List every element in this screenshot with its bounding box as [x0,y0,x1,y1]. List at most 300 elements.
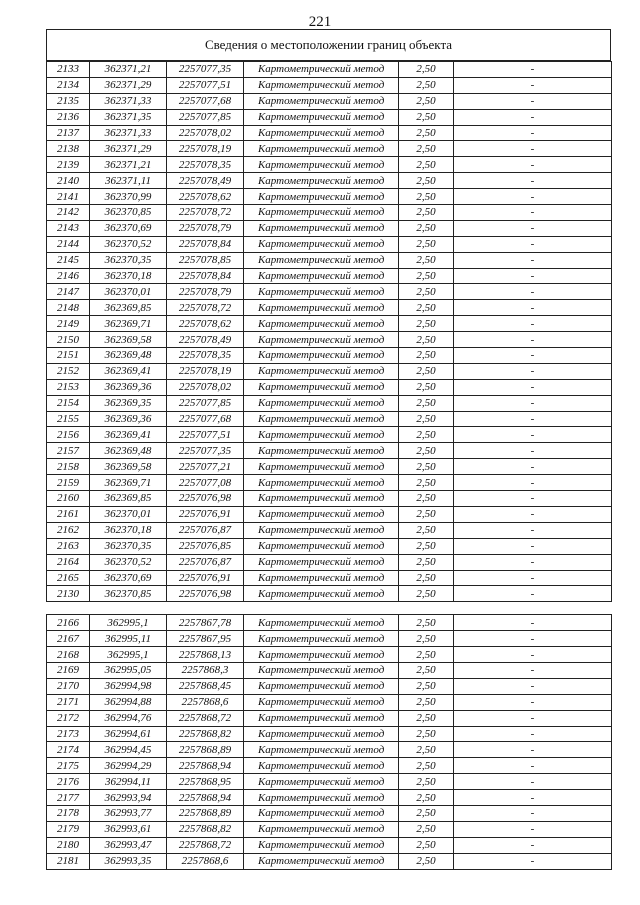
y-coordinate-cell: 2257078,72 [167,300,244,316]
table-row [47,694,612,710]
table-row [47,631,612,647]
precision-cell: 2,50 [399,678,454,694]
point-number-cell: 2157 [47,443,90,459]
note-cell: - [454,678,612,694]
table-row [47,363,612,379]
table-row [47,491,612,507]
note-cell: - [454,694,612,710]
table-row [47,205,612,221]
table-row [47,427,612,443]
y-coordinate-cell: 2257076,98 [167,491,244,507]
method-cell: Картометрический метод [244,443,399,459]
table-row [47,173,612,189]
y-coordinate-cell: 2257868,13 [167,647,244,663]
table-row [47,379,612,395]
point-number-cell: 2136 [47,109,90,125]
precision-cell: 2,50 [399,252,454,268]
point-number-cell: 2153 [47,379,90,395]
table-row [47,395,612,411]
method-cell: Картометрический метод [244,491,399,507]
precision-cell: 2,50 [399,506,454,522]
y-coordinate-cell: 2257078,19 [167,363,244,379]
note-cell: - [454,300,612,316]
point-number-cell: 2149 [47,316,90,332]
method-cell: Картометрический метод [244,236,399,252]
y-coordinate-cell: 2257868,82 [167,726,244,742]
precision-cell: 2,50 [399,205,454,221]
table-title: Сведения о местоположении границ объекта [46,29,611,61]
precision-cell: 2,50 [399,726,454,742]
y-coordinate-cell: 2257078,19 [167,141,244,157]
x-coordinate-cell: 362369,41 [90,427,167,443]
method-cell: Картометрический метод [244,742,399,758]
y-coordinate-cell: 2257078,84 [167,236,244,252]
y-coordinate-cell: 2257076,87 [167,522,244,538]
x-coordinate-cell: 362370,18 [90,268,167,284]
precision-cell: 2,50 [399,443,454,459]
x-coordinate-cell: 362371,11 [90,173,167,189]
precision-cell: 2,50 [399,363,454,379]
point-number-cell: 2169 [47,662,90,678]
point-number-cell: 2163 [47,538,90,554]
precision-cell: 2,50 [399,300,454,316]
x-coordinate-cell: 362371,33 [90,93,167,109]
precision-cell: 2,50 [399,411,454,427]
point-number-cell: 2152 [47,363,90,379]
point-number-cell: 2154 [47,395,90,411]
table-row [47,710,612,726]
note-cell: - [454,631,612,647]
note-cell: - [454,570,612,586]
x-coordinate-cell: 362369,58 [90,332,167,348]
x-coordinate-cell: 362370,18 [90,522,167,538]
x-coordinate-cell: 362370,01 [90,284,167,300]
point-number-cell: 2145 [47,252,90,268]
precision-cell: 2,50 [399,694,454,710]
method-cell: Картометрический метод [244,631,399,647]
precision-cell: 2,50 [399,284,454,300]
table-row [47,300,612,316]
precision-cell: 2,50 [399,710,454,726]
note-cell: - [454,506,612,522]
method-cell: Картометрический метод [244,710,399,726]
precision-cell: 2,50 [399,615,454,631]
precision-cell: 2,50 [399,790,454,806]
point-number-cell: 2176 [47,774,90,790]
point-number-cell: 2160 [47,491,90,507]
note-cell: - [454,236,612,252]
x-coordinate-cell: 362369,85 [90,300,167,316]
table-row [47,252,612,268]
table-row [47,332,612,348]
y-coordinate-cell: 2257868,94 [167,790,244,806]
block-separator-cell [47,602,612,615]
point-number-cell: 2148 [47,300,90,316]
method-cell: Картометрический метод [244,395,399,411]
y-coordinate-cell: 2257868,89 [167,805,244,821]
table-row [47,662,612,678]
point-number-cell: 2162 [47,522,90,538]
precision-cell: 2,50 [399,475,454,491]
point-number-cell: 2155 [47,411,90,427]
table-row [47,506,612,522]
precision-cell: 2,50 [399,821,454,837]
y-coordinate-cell: 2257078,02 [167,379,244,395]
y-coordinate-cell: 2257078,79 [167,220,244,236]
x-coordinate-cell: 362370,35 [90,538,167,554]
method-cell: Картометрический метод [244,268,399,284]
table-row [47,316,612,332]
point-number-cell: 2177 [47,790,90,806]
method-cell: Картометрический метод [244,363,399,379]
x-coordinate-cell: 362370,01 [90,506,167,522]
method-cell: Картометрический метод [244,694,399,710]
precision-cell: 2,50 [399,774,454,790]
note-cell: - [454,853,612,869]
x-coordinate-cell: 362994,29 [90,758,167,774]
table-row [47,93,612,109]
table-row [47,615,612,631]
y-coordinate-cell: 2257077,68 [167,93,244,109]
y-coordinate-cell: 2257078,62 [167,189,244,205]
x-coordinate-cell: 362994,11 [90,774,167,790]
table-row [47,837,612,853]
note-cell: - [454,758,612,774]
method-cell: Картометрический метод [244,570,399,586]
note-cell: - [454,252,612,268]
x-coordinate-cell: 362994,98 [90,678,167,694]
method-cell: Картометрический метод [244,141,399,157]
note-cell: - [454,363,612,379]
table-row [47,189,612,205]
x-coordinate-cell: 362369,36 [90,411,167,427]
precision-cell: 2,50 [399,538,454,554]
table-row [47,758,612,774]
note-cell: - [454,77,612,93]
note-cell: - [454,443,612,459]
precision-cell: 2,50 [399,77,454,93]
table-row [47,62,612,78]
y-coordinate-cell: 2257078,35 [167,157,244,173]
method-cell: Картометрический метод [244,774,399,790]
x-coordinate-cell: 362371,35 [90,109,167,125]
precision-cell: 2,50 [399,662,454,678]
method-cell: Картометрический метод [244,109,399,125]
precision-cell: 2,50 [399,491,454,507]
point-number-cell: 2172 [47,710,90,726]
precision-cell: 2,50 [399,348,454,364]
point-number-cell: 2179 [47,821,90,837]
method-cell: Картометрический метод [244,837,399,853]
x-coordinate-cell: 362369,58 [90,459,167,475]
y-coordinate-cell: 2257868,95 [167,774,244,790]
x-coordinate-cell: 362994,61 [90,726,167,742]
method-cell: Картометрический метод [244,506,399,522]
y-coordinate-cell: 2257868,72 [167,837,244,853]
point-number-cell: 2180 [47,837,90,853]
table-row [47,125,612,141]
point-number-cell: 2147 [47,284,90,300]
precision-cell: 2,50 [399,570,454,586]
method-cell: Картометрический метод [244,220,399,236]
table-row [47,538,612,554]
table-row [47,821,612,837]
x-coordinate-cell: 362370,69 [90,570,167,586]
method-cell: Картометрический метод [244,647,399,663]
note-cell: - [454,726,612,742]
precision-cell: 2,50 [399,554,454,570]
note-cell: - [454,522,612,538]
point-number-cell: 2165 [47,570,90,586]
table-row [47,790,612,806]
point-number-cell: 2181 [47,853,90,869]
x-coordinate-cell: 362369,41 [90,363,167,379]
table-row [47,554,612,570]
y-coordinate-cell: 2257078,49 [167,332,244,348]
method-cell: Картометрический метод [244,538,399,554]
point-number-cell: 2130 [47,586,90,602]
point-number-cell: 2146 [47,268,90,284]
table-row [47,77,612,93]
note-cell: - [454,348,612,364]
method-cell: Картометрический метод [244,411,399,427]
method-cell: Картометрический метод [244,93,399,109]
table-row [47,141,612,157]
y-coordinate-cell: 2257077,21 [167,459,244,475]
note-cell: - [454,316,612,332]
precision-cell: 2,50 [399,395,454,411]
x-coordinate-cell: 362370,52 [90,554,167,570]
table-row [47,522,612,538]
y-coordinate-cell: 2257078,85 [167,252,244,268]
table-row [47,220,612,236]
note-cell: - [454,379,612,395]
point-number-cell: 2151 [47,348,90,364]
y-coordinate-cell: 2257868,6 [167,694,244,710]
method-cell: Картометрический метод [244,475,399,491]
note-cell: - [454,205,612,221]
method-cell: Картометрический метод [244,821,399,837]
y-coordinate-cell: 2257076,91 [167,506,244,522]
point-number-cell: 2139 [47,157,90,173]
method-cell: Картометрический метод [244,586,399,602]
method-cell: Картометрический метод [244,348,399,364]
x-coordinate-cell: 362369,71 [90,475,167,491]
y-coordinate-cell: 2257078,72 [167,205,244,221]
note-cell: - [454,141,612,157]
method-cell: Картометрический метод [244,805,399,821]
table-row [47,853,612,869]
point-number-cell: 2141 [47,189,90,205]
table-row [47,774,612,790]
note-cell: - [454,62,612,78]
y-coordinate-cell: 2257078,02 [167,125,244,141]
precision-cell: 2,50 [399,173,454,189]
method-cell: Картометрический метод [244,615,399,631]
y-coordinate-cell: 2257077,68 [167,411,244,427]
y-coordinate-cell: 2257076,87 [167,554,244,570]
table-row [47,443,612,459]
precision-cell: 2,50 [399,805,454,821]
table-row [47,348,612,364]
y-coordinate-cell: 2257867,95 [167,631,244,647]
method-cell: Картометрический метод [244,678,399,694]
y-coordinate-cell: 2257868,89 [167,742,244,758]
point-number-cell: 2159 [47,475,90,491]
table-row [47,678,612,694]
y-coordinate-cell: 2257077,08 [167,475,244,491]
method-cell: Картометрический метод [244,62,399,78]
x-coordinate-cell: 362369,85 [90,491,167,507]
method-cell: Картометрический метод [244,427,399,443]
precision-cell: 2,50 [399,62,454,78]
boundary-table-frame [46,29,611,870]
note-cell: - [454,268,612,284]
precision-cell: 2,50 [399,631,454,647]
x-coordinate-cell: 362369,48 [90,348,167,364]
method-cell: Картометрический метод [244,726,399,742]
table-row [47,236,612,252]
x-coordinate-cell: 362993,94 [90,790,167,806]
method-cell: Картометрический метод [244,853,399,869]
y-coordinate-cell: 2257077,85 [167,395,244,411]
note-cell: - [454,332,612,348]
table-row [47,742,612,758]
note-cell: - [454,742,612,758]
x-coordinate-cell: 362369,35 [90,395,167,411]
point-number-cell: 2135 [47,93,90,109]
y-coordinate-cell: 2257078,49 [167,173,244,189]
x-coordinate-cell: 362369,71 [90,316,167,332]
y-coordinate-cell: 2257076,85 [167,538,244,554]
point-number-cell: 2174 [47,742,90,758]
precision-cell: 2,50 [399,316,454,332]
y-coordinate-cell: 2257076,91 [167,570,244,586]
method-cell: Картометрический метод [244,173,399,189]
precision-cell: 2,50 [399,220,454,236]
y-coordinate-cell: 2257078,84 [167,268,244,284]
y-coordinate-cell: 2257076,98 [167,586,244,602]
precision-cell: 2,50 [399,109,454,125]
note-cell: - [454,459,612,475]
x-coordinate-cell: 362371,29 [90,141,167,157]
method-cell: Картометрический метод [244,662,399,678]
x-coordinate-cell: 362369,48 [90,443,167,459]
x-coordinate-cell: 362370,69 [90,220,167,236]
note-cell: - [454,538,612,554]
point-number-cell: 2134 [47,77,90,93]
x-coordinate-cell: 362993,61 [90,821,167,837]
precision-cell: 2,50 [399,379,454,395]
precision-cell: 2,50 [399,236,454,252]
y-coordinate-cell: 2257078,35 [167,348,244,364]
method-cell: Картометрический метод [244,316,399,332]
method-cell: Картометрический метод [244,332,399,348]
table-row [47,157,612,173]
table-row [47,284,612,300]
x-coordinate-cell: 362370,35 [90,252,167,268]
method-cell: Картометрический метод [244,205,399,221]
precision-cell: 2,50 [399,332,454,348]
precision-cell: 2,50 [399,125,454,141]
note-cell: - [454,774,612,790]
note-cell: - [454,109,612,125]
y-coordinate-cell: 2257868,82 [167,821,244,837]
precision-cell: 2,50 [399,268,454,284]
note-cell: - [454,427,612,443]
point-number-cell: 2170 [47,678,90,694]
x-coordinate-cell: 362993,77 [90,805,167,821]
point-number-cell: 2150 [47,332,90,348]
method-cell: Картометрический метод [244,157,399,173]
method-cell: Картометрический метод [244,125,399,141]
note-cell: - [454,475,612,491]
y-coordinate-cell: 2257868,45 [167,678,244,694]
precision-cell: 2,50 [399,758,454,774]
note-cell: - [454,710,612,726]
point-number-cell: 2167 [47,631,90,647]
method-cell: Картометрический метод [244,522,399,538]
y-coordinate-cell: 2257077,51 [167,427,244,443]
table-row [47,726,612,742]
y-coordinate-cell: 2257077,35 [167,62,244,78]
precision-cell: 2,50 [399,189,454,205]
page-number: 221 [308,14,332,30]
table-row [47,647,612,663]
point-number-cell: 2164 [47,554,90,570]
note-cell: - [454,173,612,189]
precision-cell: 2,50 [399,837,454,853]
point-number-cell: 2175 [47,758,90,774]
point-number-cell: 2158 [47,459,90,475]
table-row [47,570,612,586]
table-row [47,109,612,125]
y-coordinate-cell: 2257078,79 [167,284,244,300]
point-number-cell: 2156 [47,427,90,443]
point-number-cell: 2178 [47,805,90,821]
coordinates-table [46,61,612,870]
precision-cell: 2,50 [399,157,454,173]
precision-cell: 2,50 [399,93,454,109]
x-coordinate-cell: 362371,21 [90,62,167,78]
point-number-cell: 2168 [47,647,90,663]
note-cell: - [454,189,612,205]
y-coordinate-cell: 2257077,51 [167,77,244,93]
x-coordinate-cell: 362369,36 [90,379,167,395]
method-cell: Картометрический метод [244,758,399,774]
note-cell: - [454,647,612,663]
point-number-cell: 2161 [47,506,90,522]
note-cell: - [454,220,612,236]
method-cell: Картометрический метод [244,379,399,395]
point-number-cell: 2173 [47,726,90,742]
x-coordinate-cell: 362371,29 [90,77,167,93]
table-row [47,459,612,475]
x-coordinate-cell: 362993,35 [90,853,167,869]
method-cell: Картометрический метод [244,459,399,475]
note-cell: - [454,284,612,300]
note-cell: - [454,790,612,806]
note-cell: - [454,411,612,427]
y-coordinate-cell: 2257868,3 [167,662,244,678]
note-cell: - [454,157,612,173]
note-cell: - [454,554,612,570]
point-number-cell: 2142 [47,205,90,221]
note-cell: - [454,805,612,821]
point-number-cell: 2166 [47,615,90,631]
x-coordinate-cell: 362994,76 [90,710,167,726]
table-row [47,475,612,491]
